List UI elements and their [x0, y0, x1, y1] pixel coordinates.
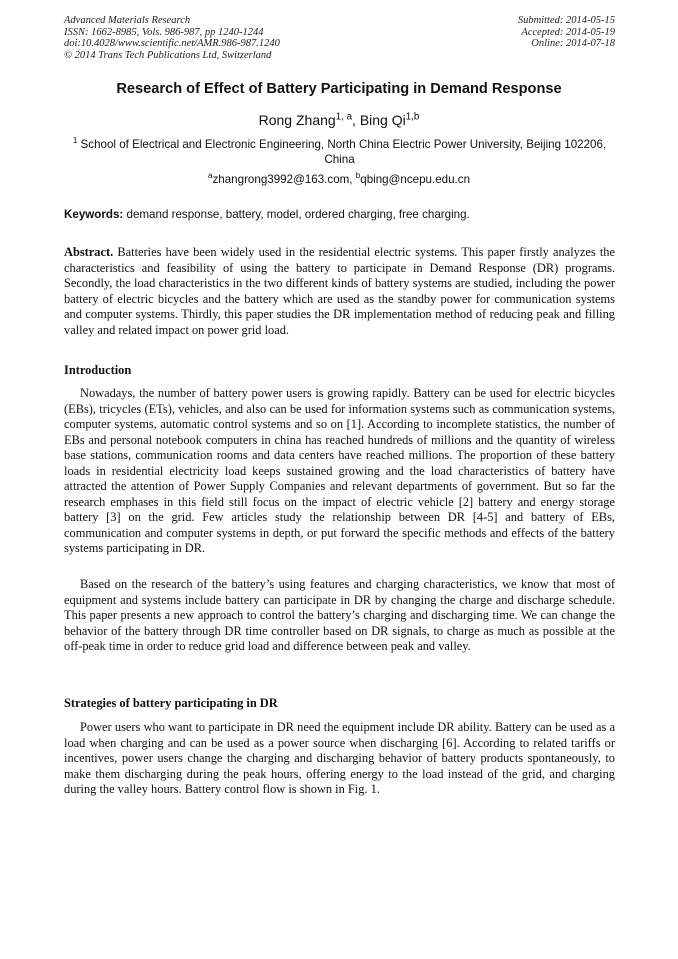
keywords — [64, 208, 615, 221]
copyright-line: © 2014 Trans Tech Publications Ltd, Switzerland — [64, 49, 272, 61]
doi-line: doi:10.4028/www.scientific.net/AMR.986-987.1240 — [64, 38, 280, 49]
abstract-label: Abstract. — [64, 245, 114, 259]
publication-dates — [518, 15, 615, 50]
author-name: Bing Qi — [359, 112, 406, 128]
author-list — [40, 112, 638, 128]
body-paragraph: Nowadays, the number of battery power users is growing rapidly. Battery can be used for electric bicycles (EBs), tricycles (ETs), vehicles, and also can be used for information systems such as communication systems, computer systems, automatic control systems and so on [1]. According to incomplete statistics, the number of EBs and personal notebook computers in china has reached hundreds of millions and the quantity of wireless base stations, communication rooms and data centers have reached millions. The proportion of these battery loads in residential electricity load keeps sustained growing and the load characteristics of battery have attracted the attention of Power Supply Companies and relevant departments of government. But so far the research emphases in this field still focus on the impact of electric vehicle [2] battery and energy storage battery [3] on the grid. Few articles study the relationship between DR [4-5] and battery of EBs, communication and computer systems in depth, or put forward the specific methods and effects of the battery systems participating in DR. — [64, 386, 615, 555]
abstract — [64, 245, 615, 338]
affiliation-marker: 1 — [72, 136, 78, 146]
author-name: Rong Zhang — [258, 112, 336, 128]
journal-info — [64, 15, 280, 61]
keywords-text: demand response, battery, model, ordered charging, free charging. — [123, 208, 470, 221]
keywords-label: Keywords: — [64, 208, 124, 221]
affiliation — [64, 137, 615, 167]
author-separator: , — [352, 112, 360, 128]
affiliation-text: School of Electrical and Electronic Engineering, North China Electric Power University, Beijing 102206, China — [77, 138, 607, 166]
author-emails — [40, 173, 638, 186]
body-paragraph: Based on the research of the battery’s using features and charging characteristics, we know that most of equipment and systems include battery can participate in DR by changing the charge and discharge schedule. This paper presents a new approach to control the battery’s charging and discharging time. We can change the behavior of the battery through DR time controller based on DR signals, to charge as much as possible at the off-peak time in order to reduce grid load and difference between peak and valley. — [64, 577, 615, 653]
online-date: Online: 2014-07-18 — [531, 38, 615, 49]
email-marker: b — [355, 171, 361, 181]
author-marker: 1, a — [335, 111, 353, 123]
section-heading: Introduction — [64, 363, 132, 377]
body-paragraph: Power users who want to participate in DR need the equipment include DR ability. Battery can be used as a load when charging and can be used as a power source when discharging [6]. According to related tariffs or incentives, power users change the charging and discharging behavior of battery products spontaneously, to make them discharging during the peak hours, offering energy to the load instead of the grid, and charging during the valley hours. Battery control flow is shown in Fig. 1. — [64, 720, 615, 796]
email-address: zhangrong3992@163.com, — [212, 173, 356, 186]
paper-title: Research of Effect of Battery Participating in Demand Response — [116, 81, 562, 97]
accepted-date: Accepted: 2014-05-19 — [521, 26, 615, 38]
email-marker: a — [207, 171, 213, 181]
issn-line: ISSN: 1662-8985, Vols. 986-987, pp 1240-1244 — [64, 26, 264, 38]
email-address: qbing@ncepu.edu.cn — [360, 173, 471, 186]
abstract-text: Batteries have been widely used in the residential electric systems. This paper firstly analyzes the characteristics and feasibility of using the battery to participate in Demand Response (DR) programs. Secondly, the load characteristics in the two different kinds of battery systems are studied, including the power battery of electric bicycles and the battery which are used as the standby power for communication systems and computer systems. Thirdly, this paper studies the DR implementation method of reducing peak and filling valley and related impact on power grid load. — [64, 245, 615, 337]
author-marker: 1,b — [405, 111, 420, 123]
section-heading: Strategies of battery participating in DR — [64, 696, 278, 710]
journal-name: Advanced Materials Research — [64, 15, 191, 26]
submitted-date: Submitted: 2014-05-15 — [517, 15, 615, 26]
